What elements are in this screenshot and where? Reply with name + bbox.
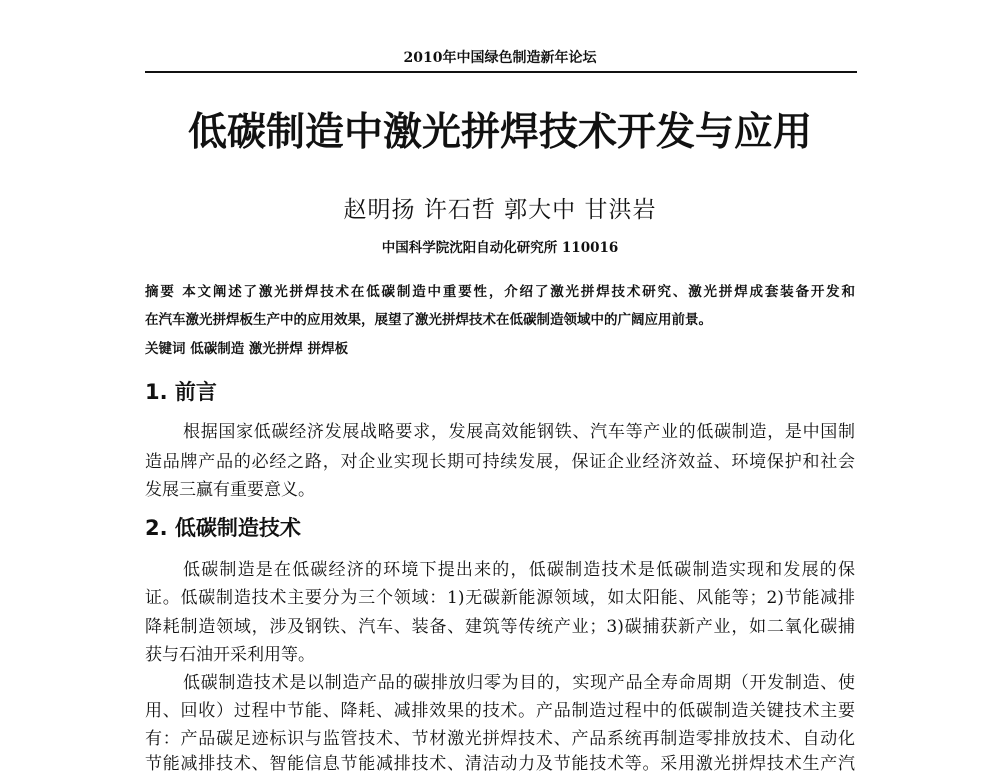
body-line: 用、回收）过程中节能、降耗、减排效果的技术。产品制造过程中的低碳制造关键技术主要 bbox=[145, 701, 855, 721]
authors: 赵明扬 许石哲 郭大中 甘洪岩 bbox=[343, 197, 657, 223]
abstract-line: 在汽车激光拼焊板生产中的应用效果，展望了激光拼焊技术在低碳制造领域中的广阔应用前景。 bbox=[145, 312, 712, 328]
running-header: 2010年中国绿色制造新年论坛 bbox=[403, 50, 597, 66]
body-line: 降耗制造领域，涉及钢铁、汽车、装备、建筑等传统产业；3)碳捕获新产业，如二氧化碳捕 bbox=[145, 617, 855, 637]
section-heading: 2. 低碳制造技术 bbox=[145, 516, 301, 540]
body-line: 根据国家低碳经济发展战略要求，发展高效能钢铁、汽车等产业的低碳制造，是中国制 bbox=[183, 422, 855, 442]
abstract-line: 摘要 本文阐述了激光拼焊技术在低碳制造中重要性，介绍了激光拼焊技术研究、激光拼焊成套装备开发和 bbox=[145, 284, 856, 300]
body-line: 证。低碳制造技术主要分为三个领域：1)无碳新能源领域，如太阳能、风能等；2)节能减排 bbox=[145, 588, 855, 608]
body-line: 有：产品碳足迹标识与监管技术、节材激光拼焊技术、产品系统再制造零排放技术、自动化 bbox=[145, 729, 855, 749]
section-heading: 1. 前言 bbox=[145, 380, 217, 404]
keywords-text: 低碳制造 激光拼焊 拼焊板 bbox=[190, 341, 349, 357]
affiliation: 中国科学院沈阳自动化研究所 110016 bbox=[381, 240, 619, 256]
header-rule bbox=[145, 71, 857, 73]
body-line: 造品牌产品的必经之路，对企业实现长期可持续发展，保证企业经济效益、环境保护和社会 bbox=[145, 452, 855, 472]
body-line: 节能减排技术、智能信息节能减排技术、清洁动力及节能技术等。采用激光拼焊技术生产汽 bbox=[145, 754, 855, 774]
body-line: 获与石油开采利用等。 bbox=[145, 645, 315, 665]
paper-title: 低碳制造中激光拼焊技术开发与应用 bbox=[187, 110, 812, 155]
body-line: 发展三赢有重要意义。 bbox=[145, 480, 315, 500]
keywords-line bbox=[145, 340, 855, 358]
abstract-label: 摘要 bbox=[145, 284, 176, 300]
body-line: 低碳制造是在低碳经济的环境下提出来的，低碳制造技术是低碳制造实现和发展的保 bbox=[183, 560, 855, 580]
keywords-label: 关键词 bbox=[145, 341, 186, 357]
body-line: 低碳制造技术是以制造产品的碳排放归零为目的，实现产品全寿命周期（开发制造、使 bbox=[183, 673, 855, 693]
